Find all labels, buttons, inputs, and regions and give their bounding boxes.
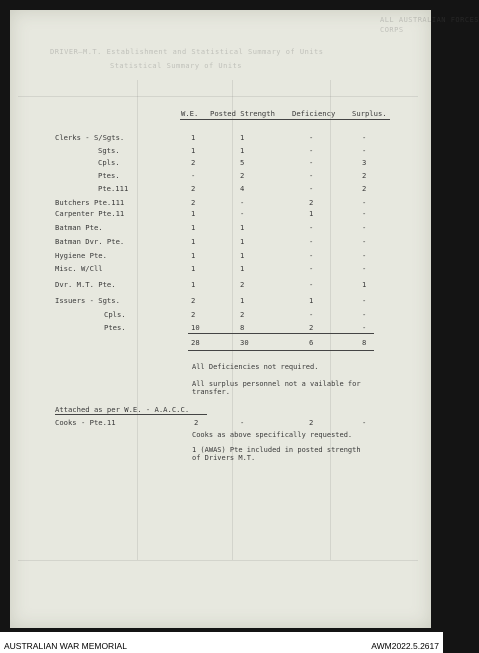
row-sur-cell: - <box>362 146 367 155</box>
row-def-cell: 1 <box>309 209 314 218</box>
attached-surplus: - <box>362 418 367 427</box>
row-sur-cell: - <box>362 310 367 319</box>
header-deficiency: Deficiency <box>292 109 336 118</box>
note-cooks: Cooks as above specifically requested. <box>192 431 353 439</box>
row-we-cell: 1 <box>191 264 196 273</box>
row-we-cell: 10 <box>191 323 200 332</box>
archive-footer <box>0 632 443 653</box>
header-we: W.E. <box>181 109 199 118</box>
row-posted-cell: 2 <box>240 280 245 289</box>
document-page <box>10 10 431 628</box>
row-sur-cell: - <box>362 133 367 142</box>
row-sur-cell: 2 <box>362 171 367 180</box>
row-label: Hygiene Pte. <box>55 251 107 260</box>
attached-row-label: Cooks - Pte.11 <box>55 418 116 427</box>
row-label: Cpls. <box>104 310 126 319</box>
row-we-cell: 2 <box>191 198 196 207</box>
row-we-cell: 2 <box>191 296 196 305</box>
row-def-cell: - <box>309 171 314 180</box>
row-posted-cell: 8 <box>240 323 245 332</box>
row-def-cell: - <box>309 280 314 289</box>
ghost-rule <box>330 80 331 560</box>
row-posted-cell: - <box>240 198 245 207</box>
bleed-through-text: CORPS <box>380 26 404 34</box>
total-surplus: 8 <box>362 338 367 347</box>
bleed-through-text: DRIVER—M.T. Establishment and Statistical Summary of Units <box>50 48 324 56</box>
row-posted-cell: 1 <box>240 296 245 305</box>
row-sur-cell: - <box>362 264 367 273</box>
row-posted-cell: 1 <box>240 251 245 260</box>
row-sur-cell: - <box>362 323 367 332</box>
ghost-rule <box>137 80 138 560</box>
row-label: Dvr. M.T. Pte. <box>55 280 116 289</box>
row-label: Cpls. <box>98 158 120 167</box>
row-sur-cell: 1 <box>362 280 367 289</box>
row-sur-cell: - <box>362 237 367 246</box>
total-deficiency: 6 <box>309 338 314 347</box>
row-label: Sgts. <box>98 146 120 155</box>
row-we-cell: 1 <box>191 280 196 289</box>
row-def-cell: - <box>309 251 314 260</box>
row-sur-cell: 3 <box>362 158 367 167</box>
row-def-cell: - <box>309 264 314 273</box>
row-posted-cell: 1 <box>240 223 245 232</box>
bleed-through-text: Statistical Summary of Units <box>110 62 243 70</box>
row-sur-cell: - <box>362 198 367 207</box>
row-label: Issuers - Sgts. <box>55 296 120 305</box>
ghost-rule <box>18 96 418 97</box>
row-posted-cell: 2 <box>240 171 245 180</box>
row-sur-cell: - <box>362 296 367 305</box>
row-posted-cell: 2 <box>240 310 245 319</box>
row-sur-cell: - <box>362 251 367 260</box>
row-label: Pte.111 <box>98 184 129 193</box>
row-we-cell: 1 <box>191 223 196 232</box>
row-label: Butchers Pte.111 <box>55 198 125 207</box>
row-def-cell: 2 <box>309 323 314 332</box>
ghost-rule <box>18 560 418 561</box>
header-rule <box>180 119 390 120</box>
row-label: Ptes. <box>104 323 126 332</box>
row-def-cell: - <box>309 133 314 142</box>
row-def-cell: - <box>309 223 314 232</box>
row-label: Batman Dvr. Pte. <box>55 237 125 246</box>
attached-deficiency: 2 <box>309 418 314 427</box>
totals-rule-bottom <box>188 350 374 351</box>
note-surplus: All surplus personnel not a vailable for transfer. <box>192 380 361 396</box>
row-we-cell: 2 <box>191 184 196 193</box>
row-posted-cell: 1 <box>240 133 245 142</box>
row-label: Carpenter Pte.11 <box>55 209 125 218</box>
note-awas: 1 (AWAS) Pte included in posted strength of Drivers M.T. <box>192 446 361 462</box>
row-posted-cell: 1 <box>240 264 245 273</box>
row-label: Ptes. <box>98 171 120 180</box>
row-we-cell: 2 <box>191 310 196 319</box>
row-we-cell: 1 <box>191 146 196 155</box>
attached-posted: - <box>240 418 245 427</box>
row-we-cell: 1 <box>191 133 196 142</box>
row-label: Misc. W/Cll <box>55 264 103 273</box>
row-label: Batman Pte. <box>55 223 103 232</box>
footer-accession-number: AWM2022.5.2617 <box>371 641 439 651</box>
attached-heading: Attached as per W.E. - A.A.C.C. <box>55 405 190 414</box>
row-posted-cell: - <box>240 209 245 218</box>
row-def-cell: - <box>309 237 314 246</box>
totals-rule-top <box>188 333 374 334</box>
header-surplus: Surplus. <box>352 109 387 118</box>
attached-underline <box>55 414 207 415</box>
row-posted-cell: 5 <box>240 158 245 167</box>
row-we-cell: 1 <box>191 237 196 246</box>
attached-we: 2 <box>194 418 199 427</box>
row-we-cell: 1 <box>191 209 196 218</box>
row-we-cell: 1 <box>191 251 196 260</box>
row-label: Clerks - S/Sgts. <box>55 133 125 142</box>
footer-institution: AUSTRALIAN WAR MEMORIAL <box>4 641 127 651</box>
bleed-through-text: ALL AUSTRALIAN FORCES <box>380 16 479 24</box>
header-posted-strength: Posted Strength <box>210 109 275 118</box>
row-posted-cell: 4 <box>240 184 245 193</box>
row-def-cell: - <box>309 146 314 155</box>
row-we-cell: - <box>191 171 196 180</box>
row-def-cell: - <box>309 310 314 319</box>
row-posted-cell: 1 <box>240 146 245 155</box>
row-def-cell: - <box>309 184 314 193</box>
ghost-rule <box>232 80 233 560</box>
row-sur-cell: - <box>362 209 367 218</box>
total-we: 28 <box>191 338 200 347</box>
row-def-cell: - <box>309 158 314 167</box>
row-sur-cell: 2 <box>362 184 367 193</box>
row-def-cell: 2 <box>309 198 314 207</box>
row-we-cell: 2 <box>191 158 196 167</box>
row-posted-cell: 1 <box>240 237 245 246</box>
row-sur-cell: - <box>362 223 367 232</box>
total-posted: 30 <box>240 338 249 347</box>
row-def-cell: 1 <box>309 296 314 305</box>
note-deficiencies: All Deficiencies not required. <box>192 363 319 371</box>
